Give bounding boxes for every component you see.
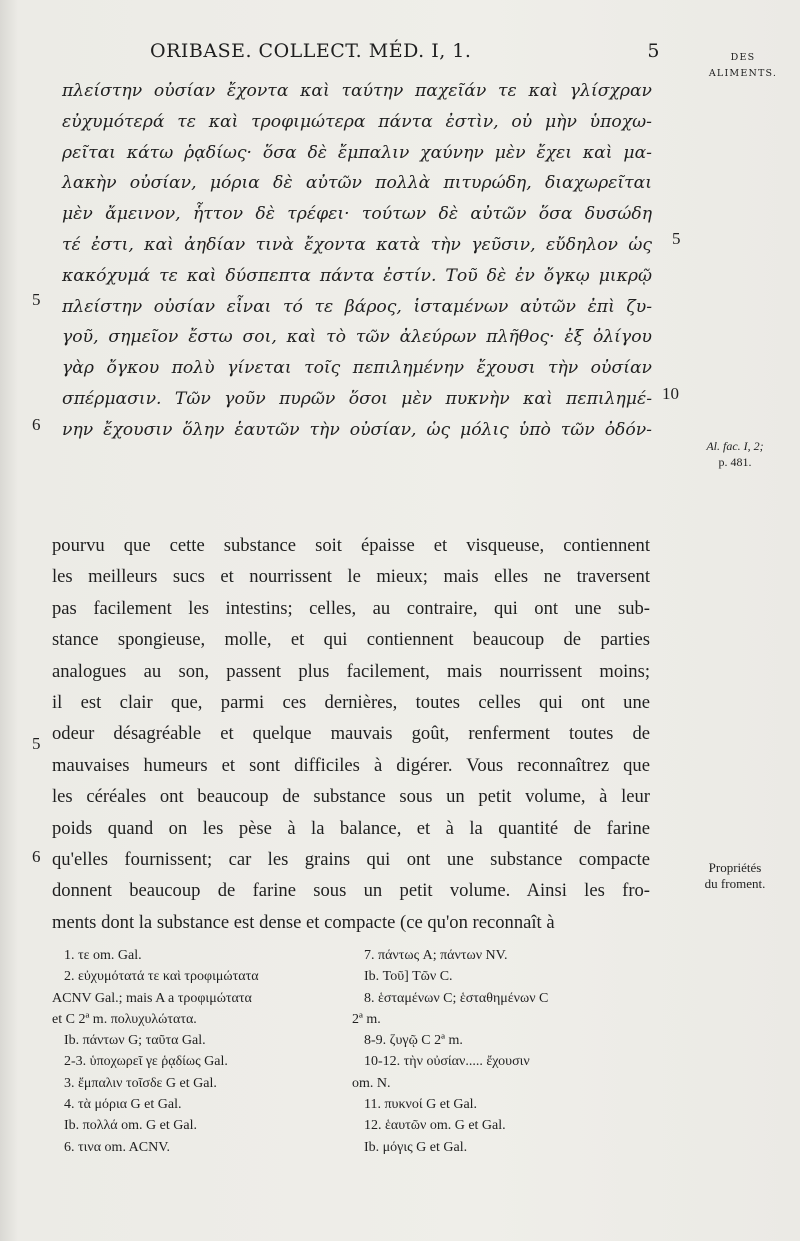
note-line: Ib. πάντων G; ταῦτα Gal. — [64, 1033, 206, 1049]
french-line: analogues au son, passent plus facilement, mais nourrissent moins; — [52, 660, 650, 682]
note-line: om. N. — [352, 1075, 391, 1091]
note-line: 6. τινα om. ACNV. — [64, 1139, 171, 1155]
greek-text-block — [62, 76, 652, 446]
running-title: ORIBASE. COLLECT. MÉD. I, 1. — [150, 40, 472, 62]
note-line: 3. ἔμπαλιν τοῖσδε G et Gal. — [64, 1075, 217, 1091]
note-line: Ib. μόγις G et Gal. — [364, 1139, 468, 1155]
note-line: Ib. πολλά om. G et Gal. — [64, 1118, 197, 1134]
side-heading-line-1: DES — [730, 52, 756, 63]
page-number: 5 — [647, 40, 660, 62]
greek-line: εὐχυμότερά τε καὶ τροφιμώτερα πάντα ἐστὶν, οὐ μὴν ὑποχω- — [62, 111, 652, 132]
greek-line: σπέρμασιν. Τῶν γοῦν πυρῶν ὅσοι μὲν πυκνὴν καὶ πεπιλημέ- — [62, 388, 652, 409]
margin-reference-line-2: p. 481. — [718, 455, 752, 469]
note-line: 1. τε om. Gal. — [64, 948, 142, 963]
greek-line: μὲν ἄμεινον, ἧττον δὲ τρέφει· τούτων δὲ αὐτῶν ὅσα δυσώδη — [62, 204, 652, 225]
french-line: odeur désagréable et quelque mauvais goût, renferment toutes de — [52, 723, 650, 745]
note-line: ACNV Gal.; mais A a τροφιμώτατα — [52, 990, 252, 1006]
running-head — [150, 40, 660, 70]
note-line: 10-12. τὴν οὐσίαν..... ἔχουσιν — [364, 1054, 530, 1070]
french-line: stance spongieuse, molle, et qui contiennent beaucoup de parties — [52, 629, 650, 651]
greek-line: πλείστην οὐσίαν εἶναι τό τε βάρος, ἱσταμένων αὐτῶν ἐπὶ ζυ- — [62, 296, 652, 317]
greek-line-number-left-5: 5 — [32, 290, 41, 309]
margin-heading-line-2: du froment. — [704, 876, 766, 891]
french-line: pourvu que cette substance soit épaisse et visqueuse, contiennent — [52, 535, 650, 556]
side-heading-line-2: ALIMENTS. — [708, 68, 778, 79]
french-line-number-5: 5 — [32, 734, 41, 753]
greek-line: πλείστην οὐσίαν ἔχοντα καὶ ταύτην παχεῖάν τε καὶ γλίσχραν — [62, 81, 652, 101]
greek-line-number-left-6: 6 — [32, 415, 41, 434]
french-line: les meilleurs sucs et nourrissent le mieux; mais elles ne traversent — [52, 566, 650, 588]
french-line: il est clair que, parmi ces dernières, toutes celles qui ont une — [52, 691, 650, 713]
margin-heading — [680, 860, 790, 892]
apparatus-notes-right — [352, 945, 652, 1158]
greek-line: κακόχυμά τε καὶ δύσπεπτα πάντα ἐστίν. Τοῦ δὲ ἐν ὄγκῳ μικρῷ — [62, 265, 652, 286]
french-line: ments dont la substance est dense et compacte (ce qu'on reconnaît à — [52, 911, 555, 933]
margin-reference — [680, 438, 790, 470]
greek-line-number-right-10: 10 — [662, 384, 679, 403]
note-line: 4. τὰ μόρια G et Gal. — [64, 1097, 182, 1113]
note-line: Ib. Τοῦ] Τῶν C. — [364, 969, 453, 985]
note-line: 8. ἑσταμένων C; ἑσταθημένων C — [364, 990, 549, 1006]
greek-line: γὰρ ὄγκου πολὺ γίνεται τοῖς πεπιλημένην ἔχουσι τὴν οὐσίαν — [62, 358, 652, 379]
greek-line: γοῦ, σημεῖον ἔστω σοι, καὶ τὸ τῶν ἀλεύρων πλῆθος· ἐξ ὀλίγου — [62, 327, 652, 348]
margin-heading-line-1: Propriétés — [708, 860, 762, 875]
french-line: donnent beaucoup de farine sous un petit volume. Ainsi les fro- — [52, 880, 650, 902]
greek-line-number-right-5: 5 — [672, 229, 681, 248]
note-line: 8-9. ζυγῷ C 2ª m. — [364, 1033, 463, 1049]
french-line: les céréales ont beaucoup de substance sous un petit volume, à leur — [52, 786, 650, 808]
note-line: et C 2ª m. πολυχυλώτατα. — [52, 1011, 197, 1027]
french-line-number-6: 6 — [32, 847, 41, 866]
french-text-block — [52, 530, 650, 938]
note-line: 2-3. ὑποχωρεῖ γε ῥᾳδίως Gal. — [64, 1054, 228, 1070]
greek-line: ρεῖται κάτω ῥᾳδίως· ὅσα δὲ ἔμπαλιν χαύνην μὲν ἔχει καὶ μα- — [62, 142, 652, 163]
greek-line: τέ ἐστι, καὶ ἀηδίαν τινὰ ἔχοντα κατὰ τὴν γεῦσιν, εὔδηλον ὡς — [62, 234, 652, 255]
greek-line: νην ἔχουσιν ὅλην ἑαυτῶν τὴν οὐσίαν, ὡς μόλις ὑπὸ τῶν ὀδόν- — [62, 419, 652, 440]
french-line: qu'elles fournissent; car les grains qui ont une substance compacte — [52, 848, 650, 870]
note-line: 11. πυκνοί G et Gal. — [364, 1097, 478, 1113]
margin-reference-line-1: Al. fac. I, 2; — [706, 439, 764, 453]
french-line: poids quand on les pèse à la balance, et à la quantité de farine — [52, 817, 650, 839]
note-line: 12. ἑαυτῶν om. G et Gal. — [364, 1118, 506, 1134]
note-line: 2ª m. — [352, 1011, 381, 1027]
apparatus-notes-left — [52, 945, 342, 1158]
note-line: 7. πάντως A; πάντων NV. — [364, 948, 508, 963]
french-line: pas facilement les intestins; celles, au contraire, qui ont une sub- — [52, 597, 650, 619]
side-heading — [688, 50, 798, 82]
french-line: mauvaises humeurs et sont difficiles à digérer. Vous reconnaîtrez que — [52, 754, 650, 776]
greek-line: λακὴν οὐσίαν, μόρια δὲ αὐτῶν πολλὰ πιτυρώδη, διαχωρεῖται — [62, 173, 652, 194]
note-line: 2. εὐχυμότατά τε καὶ τροφιμώτατα — [64, 969, 259, 985]
